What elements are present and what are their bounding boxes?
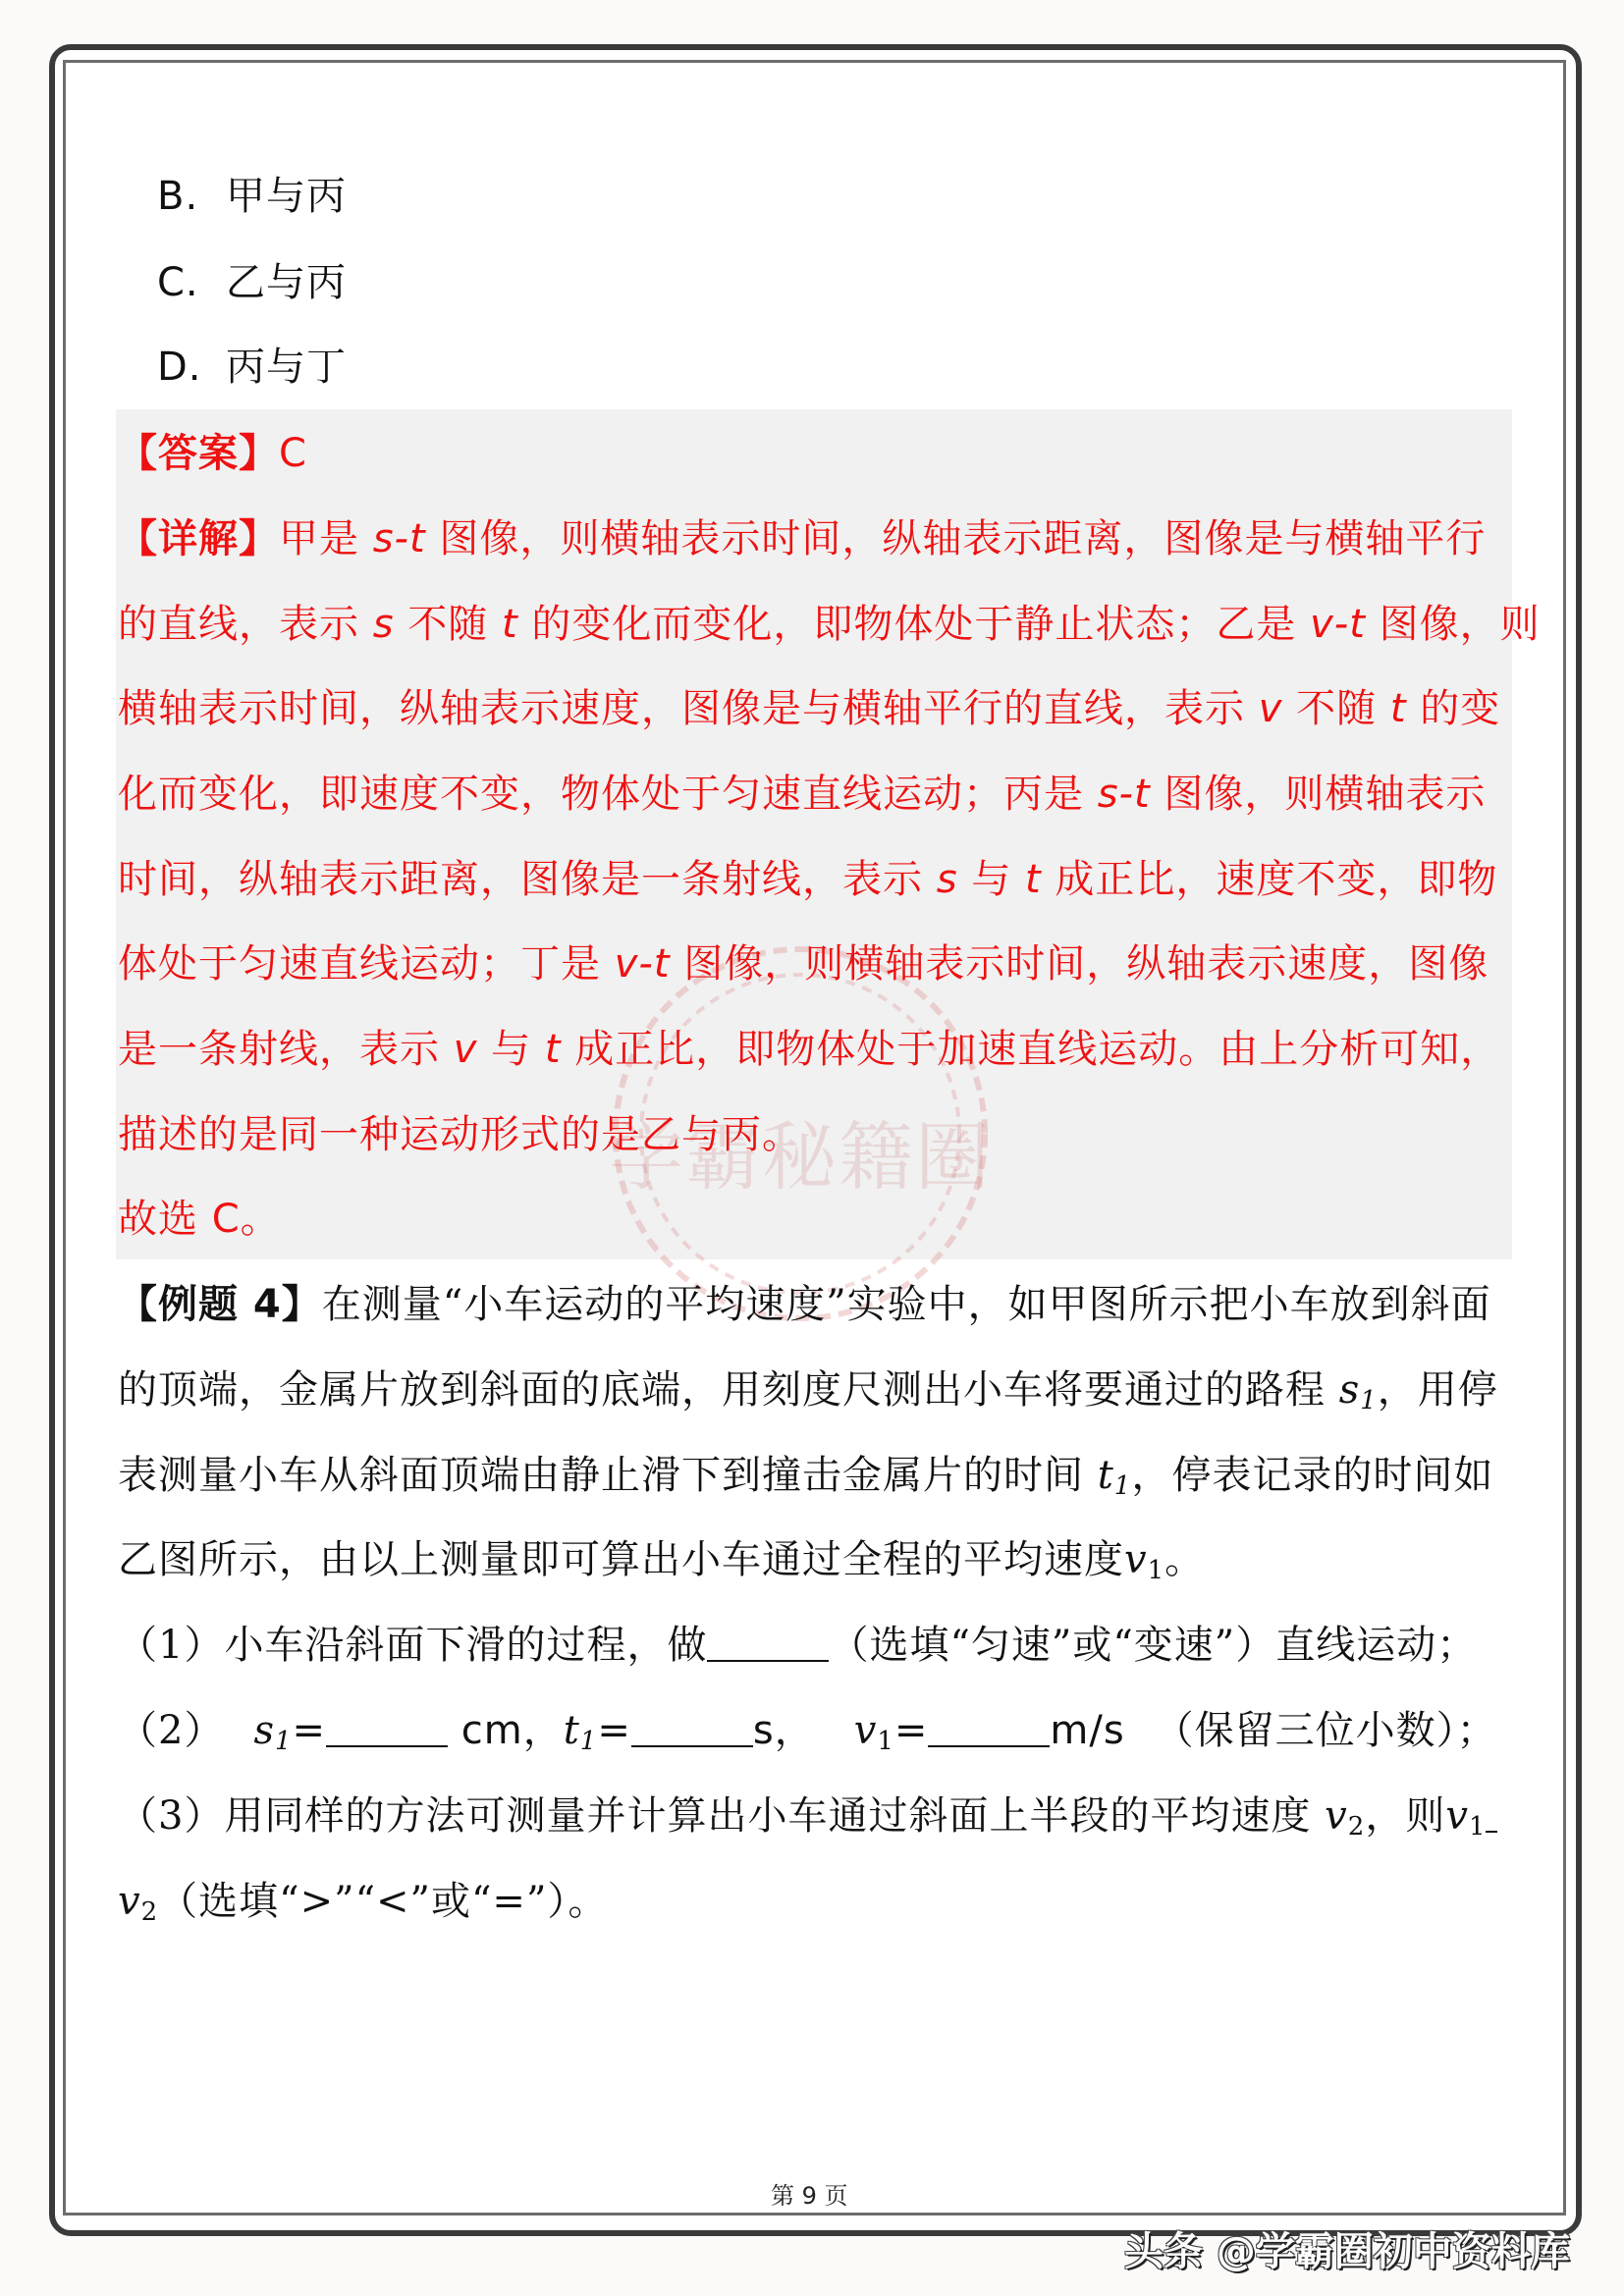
math-sub: 1	[877, 1727, 894, 1756]
question-3	[118, 1792, 1497, 1850]
math-var: t	[544, 1027, 562, 1072]
text: 的直线，表示	[118, 602, 373, 647]
text: 小车沿斜面下滑的过程，做	[224, 1623, 708, 1668]
math-var: v	[853, 1708, 878, 1753]
answer-line	[118, 430, 307, 477]
option-label: C.	[157, 260, 199, 305]
text: 与	[957, 857, 1025, 902]
math-var: t	[1025, 857, 1042, 902]
answer-blank[interactable]	[707, 1627, 829, 1662]
example4-line-3	[118, 1452, 1493, 1510]
math-var: s	[1338, 1367, 1361, 1413]
note: （保留三位小数）；	[1154, 1708, 1497, 1753]
text: 不随	[394, 602, 502, 647]
math-sub: 2	[1347, 1812, 1366, 1842]
answer-tag: 【答案】	[118, 430, 279, 476]
text: 在测量“小车运动的平均速度”实验中，如甲图所示把小车放到斜面	[321, 1282, 1491, 1327]
text: 成正比，速度不变，即物	[1041, 857, 1498, 902]
math-var: v	[1325, 1793, 1348, 1839]
text: 的变	[1406, 686, 1501, 731]
text: 时间，纵轴表示距离，图像是一条射线，表示	[118, 857, 937, 902]
option-label: B.	[157, 174, 199, 219]
text: ，则	[1365, 1793, 1446, 1839]
explanation-line-1	[118, 515, 1486, 562]
text: ，停表记录的时间如	[1131, 1453, 1494, 1498]
example4-line-2	[118, 1366, 1498, 1424]
math-sub: 1	[1360, 1386, 1378, 1415]
text: 的变化而变化，即物体处于静止状态；乙是	[517, 602, 1311, 647]
text: 成正比，即物体处于加速直线运动。由上分析可知，	[561, 1027, 1501, 1072]
math-var: v	[1445, 1793, 1469, 1839]
option-text: 甲与丙	[226, 174, 347, 219]
math-var: s-t	[1097, 772, 1151, 817]
conclusion-suffix: 。	[240, 1197, 281, 1242]
conclusion-value: C	[211, 1197, 241, 1242]
option-c	[157, 259, 347, 306]
text: 图像，则横轴表示时间，纵轴表示速度，图像	[670, 941, 1489, 987]
s1-blank[interactable]	[326, 1712, 448, 1747]
example-tag: 【例题 4】	[118, 1282, 322, 1327]
equals: =	[893, 1708, 929, 1753]
math-var: s-t	[372, 516, 426, 561]
math-var: s	[253, 1708, 275, 1753]
math-var: s	[936, 857, 958, 902]
text: 不随	[1282, 686, 1390, 731]
text: 描述的是同一种运动形式的是乙与丙。	[118, 1112, 802, 1157]
text: 图像，则	[1365, 602, 1541, 647]
text: 甲是	[279, 516, 373, 561]
text: 是一条射线，表示	[118, 1027, 454, 1072]
math-sub: 2	[140, 1897, 159, 1927]
text: 与	[477, 1027, 545, 1072]
math-var: s	[372, 602, 395, 647]
explanation-line-8	[118, 1111, 802, 1158]
math-sub: 1	[1113, 1471, 1132, 1501]
page-number: 第 9 页	[771, 2182, 848, 2210]
math-var: v	[118, 1879, 141, 1924]
example4-line-1	[118, 1281, 1491, 1328]
explanation-line-5	[118, 856, 1497, 903]
math-var: t	[563, 1708, 580, 1753]
conclusion-prefix: 故选	[118, 1197, 212, 1242]
math-var: v-t	[614, 941, 671, 987]
text: ，用停	[1377, 1367, 1498, 1413]
text: 的顶端，金属片放到斜面的底端，用刻度尺测出小车将要通过的路程	[118, 1367, 1339, 1413]
text: 横轴表示时间，纵轴表示速度，图像是与横轴平行的直线，表示	[118, 686, 1259, 731]
equals: =	[597, 1708, 631, 1753]
option-b	[157, 173, 347, 220]
question-2	[118, 1707, 1497, 1765]
text: 体处于匀速直线运动；丁是	[118, 941, 615, 987]
option-label: D.	[157, 345, 202, 390]
explanation-line-6	[118, 940, 1489, 988]
explanation-tag: 【详解】	[118, 515, 279, 561]
answer-value: C	[279, 431, 307, 476]
math-var: v	[1124, 1537, 1148, 1582]
source-watermark: 头条 @学霸圈初中资料库	[1124, 2229, 1570, 2274]
text: 乙图所示，由以上测量即可算出小车通过全程的平均速度	[118, 1537, 1124, 1582]
text: 化而变化，即速度不变，物体处于匀速直线运动；丙是	[118, 772, 1098, 817]
question-number: （3）	[118, 1793, 225, 1839]
equals: =	[292, 1708, 327, 1753]
math-var: v	[453, 1027, 478, 1072]
question-number: （1）	[118, 1623, 225, 1668]
conclusion-line	[118, 1196, 281, 1243]
math-sub: 1	[579, 1727, 598, 1756]
math-var: v-t	[1310, 602, 1366, 647]
option-text: 乙与丙	[226, 260, 347, 305]
math-var: t	[1097, 1453, 1114, 1498]
math-sub: 1	[1468, 1812, 1487, 1842]
math-sub: 1	[274, 1727, 293, 1756]
text: 图像，则横轴表示	[1150, 772, 1487, 817]
watermark-text: 学霸秘籍圈	[609, 1113, 992, 1201]
compare-blank[interactable]	[1486, 1797, 1497, 1833]
math-sub: 1	[1147, 1556, 1165, 1585]
text: 图像，则横轴表示时间，纵轴表示距离，图像是与横轴平行	[425, 516, 1487, 561]
example4-line-4	[118, 1536, 1205, 1594]
explanation-line-4	[118, 771, 1486, 818]
text: （选填“>”“<”或“=”）。	[158, 1879, 609, 1924]
math-var: t	[1389, 686, 1407, 731]
explanation-line-3	[118, 685, 1500, 732]
text: 。	[1164, 1537, 1206, 1582]
math-var: v	[1258, 686, 1283, 731]
t1-blank[interactable]	[631, 1712, 753, 1747]
math-var: t	[502, 602, 518, 647]
unit: cm，	[448, 1708, 564, 1753]
option-text: 丙与丁	[226, 345, 347, 390]
unit: s，	[752, 1708, 815, 1753]
question-3-line-2	[118, 1878, 608, 1936]
text: 用同样的方法可测量并计算出小车通过斜面上半段的平均速度	[224, 1793, 1326, 1839]
question-number: （2）	[118, 1708, 225, 1753]
question-1	[118, 1622, 1477, 1669]
explanation-line-7	[118, 1026, 1500, 1073]
text: 表测量小车从斜面顶端由静止滑下到撞击金属片的时间	[118, 1453, 1098, 1498]
v1-blank[interactable]	[928, 1712, 1050, 1747]
unit: m/s	[1050, 1708, 1125, 1753]
text: （选填“匀速”或“变速”）直线运动；	[829, 1623, 1478, 1668]
option-d	[157, 344, 347, 391]
explanation-line-2	[118, 601, 1541, 648]
